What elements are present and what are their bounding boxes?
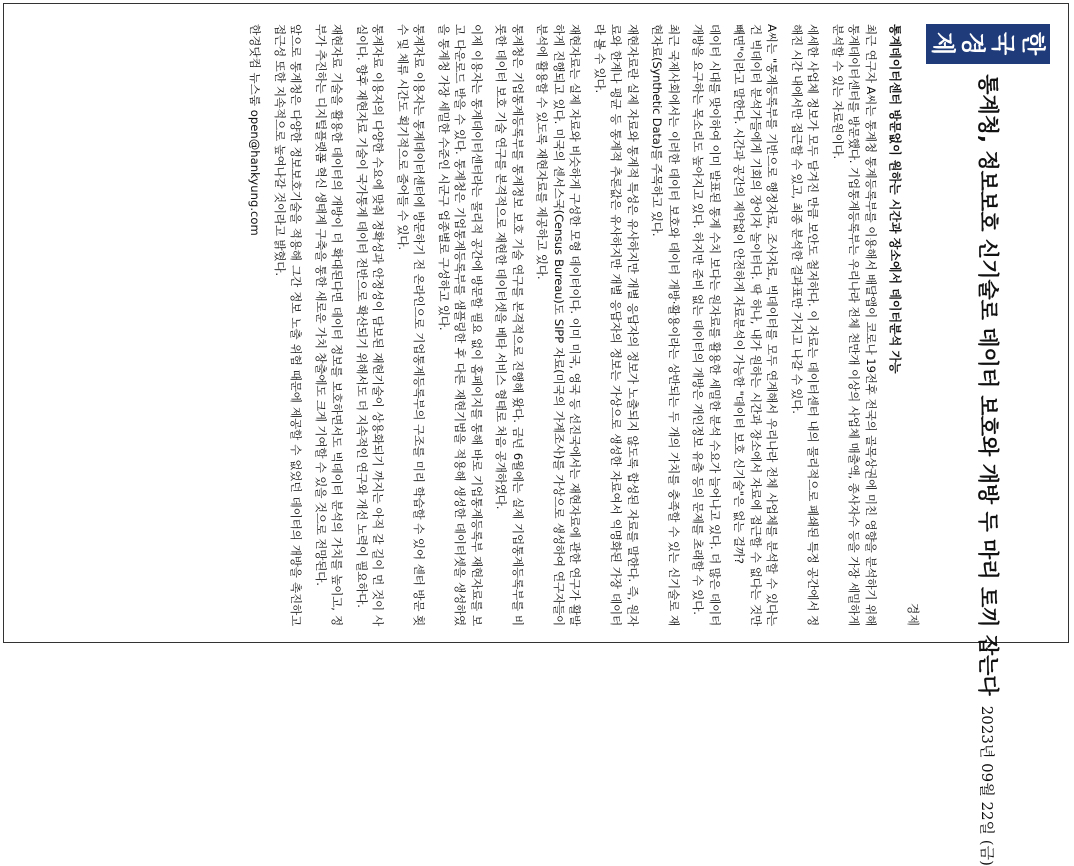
paragraph: 세세한 사업체 정보가 모두 담겨진 만큼 보안도 철저하다. 이 자료는 데이터센터 내의 물리적으로 폐쇄된 특정 공간에서 정해진 시간 내에서만 접근할 수 있고, 최종 분석한 결과표만 가지고 나갈 수 있다. (790, 24, 821, 626)
paragraph: 재현자료는 실제 자료와 비슷하게 구성한 모형 데이터이다. 이미 미국, 영국 등 선진국에서는 재현자료에 관한 연구가 활발하게 진행되고 있다. 미국의 센서스국(Census Bureau)도 SIPP 자료(미국의 가계조사)를 가상으로 생성하여 연구자들이 분석에 활용할 수 있도록 재현자료를 제공하고 있다. (535, 24, 583, 626)
paragraph: 최근 국제사회에서는 이러한 데이터 보호와 데이터 개방·활용이라는 상반되는 두 개의 가치를 충족할 수 있는 신기술로 재현자료(Synthetic Data)를 주목하고 있다. (650, 24, 681, 626)
paragraph: 이제 이용자는 통계데이터센터라는 물리적 공간에 방문할 필요 없이 홈페이지를 통해 바로 기업통계등록부 재현자료를 보고 다운로드 받을 수 있다. 통계청은 기업통계등록부를 샘플링한 후 다른 재현기법을 적용해 생성한 데이터셋을 생성하였을 통계청 가장 세밀한 수준인 시군구 업종별로 구성하고 있다. (437, 24, 484, 626)
paragraph: 재현자료란 실제 자료와 통계적 특성은 유사하지만 개별 응답자의 정보가 노출되지 않도록 합성된 자료를 말한다. 즉, 원자료와 한계나 평균 등 통계적 추론값은 유사하지만 개별 응답자의 정보는 가상으로 생성한 자료여서 익명화된 가장 데이터라 볼 수 있다. (593, 24, 640, 626)
paragraph: 통계청은 기업통계등록부를 통계정보 보호 기술 연구를 본격적으로 진행해 왔다. 금년 6월에는 실제 기업통계등록부를 비롯한 데이터 보호 기술 연구를 본격적으로 재현한 데이터셋을 베타 서비스 형태로 처음 공개하였다. (494, 24, 525, 626)
paragraph: 앞으로 통계청은 다양한 정보보호기술을 적용해 그간 정보 노출 위험 때문에 제공할 수 없었던 데이터의 개방을 촉진하고 접근성 또한 지속적으로 높여나갈 것이라고 밝혔다. (273, 24, 304, 626)
paragraph: 재현자료 기술을 활용한 데이터의 개방이 더 확대된다면 데이터 정보를 보호하면서도 빅데이터 분석의 가치를 높이고, 정부가 추진하는 디지털플랫폼 혁신 생태계 구축을 통한 새로운 가치 창출에도 크게 기여할 수 있을 것으로 전망된다. (314, 24, 345, 626)
article-headline: 통계청, 정보보호 신기술로 데이터 보호와 개방 두 마리 토끼 잡는다 (976, 74, 1000, 696)
paragraph: 통계자료 이용자의 다양한 수요에 맞춰 정확성과 안정성이 담보된 재현기술이 상용화되기 까지는 아직 갈 길이 먼 것이 사실이다. 향후 재현자료 기술이 국가통계 데이터 전반으로 확산되기 위해서도 더 지속적인 연구와 개선 노력이 필요하다. (355, 24, 386, 626)
newspaper-page (8, 8, 1066, 866)
page-frame (3, 3, 1069, 866)
rotated-document (8, 8, 1066, 866)
newspaper-logo: 한국경제 (926, 24, 1050, 64)
paragraph: 통계자료 이용자는 통계데이터센터에 방문하기 전 온라인으로 기업통계등록부의 구조를 미리 학습할 수 있어 센터 방문 횟수 및 체류 시간도 획기적으로 줄어들 수 있다. (396, 24, 427, 626)
header-row (926, 24, 1050, 866)
paragraph: A씨는 "통계등록부를 기반으로 행정자료, 조사자료, 빅데이터를 모두 연계해서 우리나라 전체 사업체를 분석할 수 있다는 건 빅데이터 분석가들에게 기회의 장이자 놀이터다. 딱 하나, 내가 원하는 시간과 장소에서 자료에 접근할 수 없다는 것만 빼면"이라고 말한다. 시간과 공간의 제약없이 안전하게 자료분석이 가능한 "데이터 보호 신기술"은 없는 걸까? (732, 24, 780, 626)
section-label: 경제 (906, 602, 920, 626)
paragraph: 최근 연구자 A씨는 통계청 통계등록부를 이용해서 배달앱이 코로나 19전후 전국의 골목상권에 미친 영향을 분석하기 위해 통계데이터센터를 방문했다. 기업통계등록부는 우리나라 전체 천만개 이상의 사업체 매출액, 종사자수 등을 가장 세밀하게 분석할 수 있는 자료원이다. (831, 24, 878, 626)
publication-date: 2023년 09월 22일 (금) (978, 705, 997, 866)
article-subhead: 통계데이터센터 방문없이 원하는 시간과 장소에서 데이터분석 가능 (888, 24, 902, 374)
article-byline: 한경닷컴 뉴스룸 open@hankyung.com (248, 24, 263, 236)
article-body (272, 24, 880, 626)
paragraph: 데이터 시대를 맞이하여 이미 발표된 통계 수치 보다는 원자료를 활용한 세밀한 분석 수요가 늘어나고 있다. 더 많은 데이터 개방을 요구하는 목소리도 높아지고 있다. 하지만 준비 없는 데이터의 개방은 개인정보 유출 등의 문제를 초래할 수 있다. (691, 24, 722, 626)
